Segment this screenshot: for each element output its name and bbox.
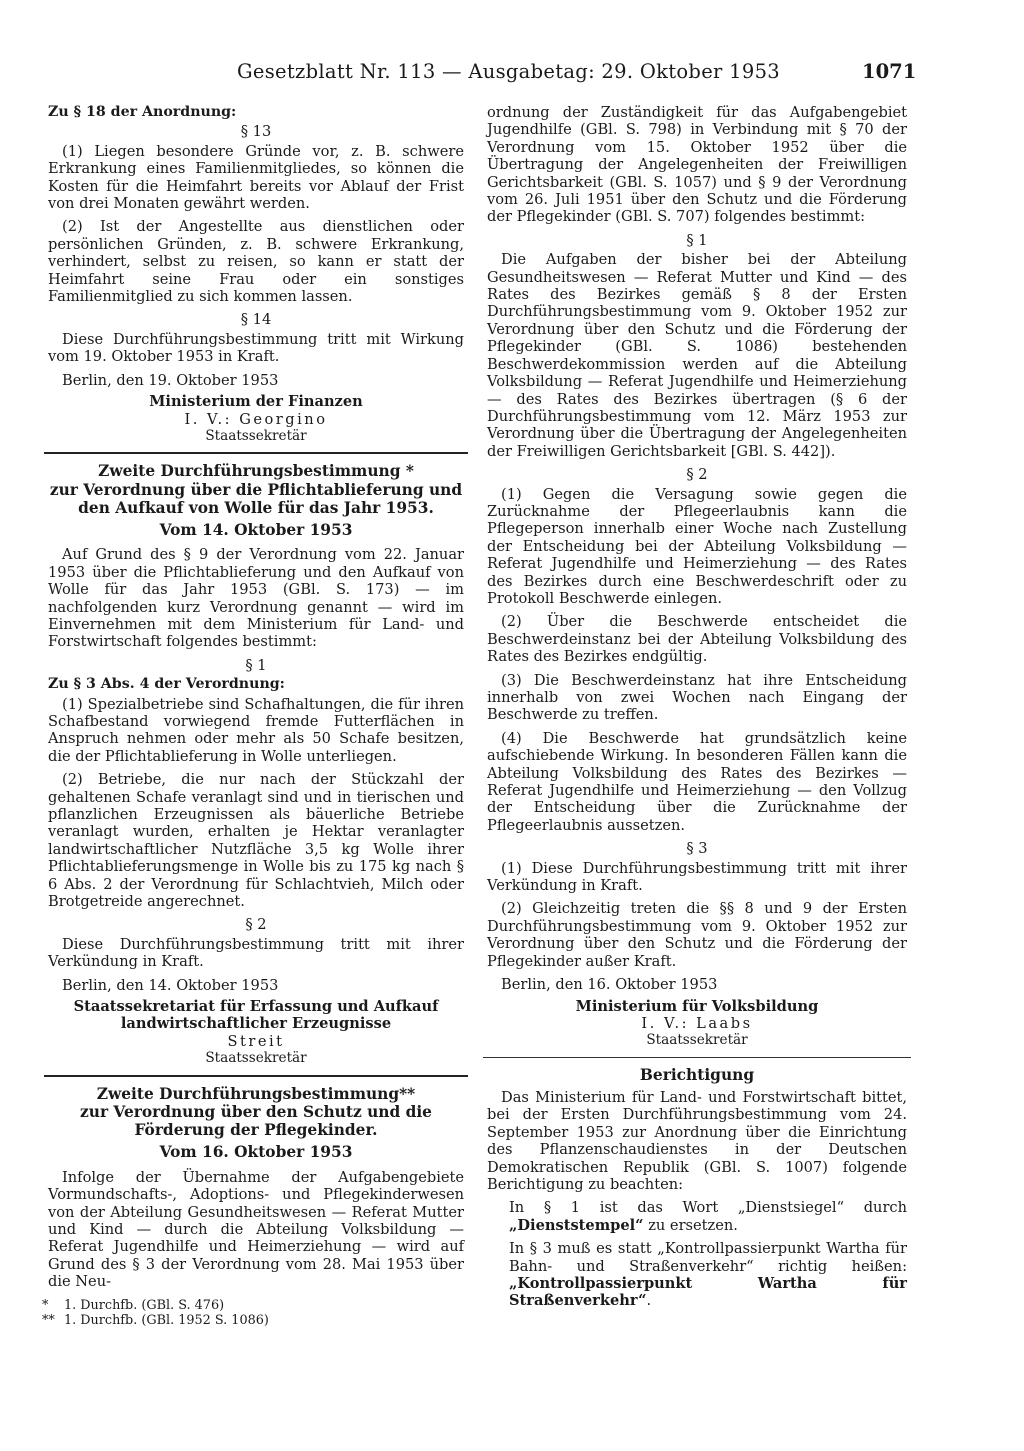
left-column: [48, 104, 464, 1297]
wolle-section-1-ref: Zu § 3 Abs. 4 der Verordnung:: [48, 676, 285, 693]
section-divider: [44, 1075, 468, 1077]
berichtigung-item-1-post: zu ersetzen.: [643, 1216, 738, 1234]
berichtigung-item-1-bold: „Dienststempel“: [509, 1216, 644, 1234]
footnote-2-mark: **: [42, 1313, 55, 1328]
pflege-section-2-number: § 2: [686, 466, 708, 484]
pflege-section-1-number: § 1: [686, 231, 708, 249]
wolle-date-heading: Vom 14. Oktober 1953: [159, 520, 353, 539]
berichtigung-item-1: [487, 1199, 907, 1234]
pflege-intro-continued: ordnung der Zuständigkeit für das Aufgabengebiet Jugendhilfe (GBl. S. 798) in Verbindung mit § 70 der Verordnung vom 15. Oktober 1952 über die Übertragung der Angelegenheiten der Freiwilligen Gerichtsbarkeit (GBl. S. 1057) und § 9 der Verordnung vom 26. Juli 1951 über den Schutz und die Förderung der Pflegekinder (GBl. S. 707) folgendes bestimmt:: [487, 104, 907, 226]
right-column: [487, 104, 907, 1316]
signature-office-erfassung: Staatssekretariat für Erfassung und Aufkauf landwirtschaftlicher Erzeugnisse: [73, 998, 439, 1033]
pflege-section-3-clause-2: (2) Gleichzeitig treten die §§ 8 und 9 der Ersten Durchführungsbestimmung vom 9. Oktober 1952 zur Verordnung über den Schutz und die Förderung der Pflegekinder außer Kraft.: [487, 900, 907, 970]
berichtigung-title: Berichtigung: [639, 1065, 755, 1084]
pflege-title-line-2: zur Verordnung über den Schutz und die Förderung der Pflegekinder.: [80, 1102, 432, 1140]
wolle-section-1-clause-2: (2) Betriebe, die nur nach der Stückzahl der gehaltenen Schafe veranlagt sind und in tierischen und pflanzlichen Erzeugnissen als bäuerliche Betriebe veranlagt wurden, erhalten je Hektar veranlagter landwirtschaftlicher Nutzfläche 3,5 kg Wolle ihrer Pflichtablieferungsmenge in Wolle bis zu 175 kg nach § 6 Abs. 2 der Verordnung für Schlachtvieh, Milch oder Brotgetreide angerechnet.: [48, 771, 464, 911]
berichtigung-item-2: [487, 1240, 907, 1310]
footnote-1: [42, 1298, 462, 1313]
pflege-section-3-clause-1: (1) Diese Durchführungsbestimmung tritt mit ihrer Verkündung in Kraft.: [487, 859, 907, 895]
footnote-2-text: 1. Durchfb. (GBl. 1952 S. 1086): [64, 1313, 269, 1328]
berichtigung-item-2-pre: In § 3 muß es statt „Kontrollpassierpunkt Wartha für Bahn- und Straßenverkehr“ richtig heißen:: [509, 1240, 907, 1275]
pflege-intro: Infolge der Übernahme der Aufgabengebiete Vormundschafts-, Adoptions- und Pflegekinderwesen von der Abteilung Gesundheitswesen — Referat Mutter und Kind — durch die Abteilung Volksbildung — Referat Jugendhilfe und Heimerziehung — wird auf Grund des § 3 der Verordnung vom 28. Mai 1953 über die Neu-: [48, 1168, 464, 1291]
pflege-section-3-number: § 3: [686, 840, 708, 858]
footnote-2: [42, 1313, 462, 1328]
wolle-section-2-number: § 2: [245, 916, 267, 934]
wolle-section-1-clause-1: (1) Spezialbetriebe sind Schafhaltungen, die für ihren Schafbestand vorwiegend fremde Futterflächen in Anspruch nehmen oder mehr als 50 Schafe besitzen, die der Pflichtablieferung in Wolle unterliegen.: [48, 695, 464, 765]
signature-role-2: Staatssekretär: [205, 1050, 307, 1067]
berichtigung-item-1-pre: In § 1 ist das Wort „Dienstsiegel“ durch: [509, 1199, 907, 1217]
pflege-title: [48, 1085, 464, 1140]
date-line-1: Berlin, den 19. Oktober 1953: [62, 371, 279, 389]
wolle-intro: Auf Grund des § 9 der Verordnung vom 22. Januar 1953 über die Pflichtablieferung und den Aufkauf von Wolle für das Jahr 1953 (GBl. S. 173) — im nachfolgenden kurz Verordnung genannt — wird im Einvernehmen mit dem Ministerium für Land- und Forstwirtschaft folgendes bestimmt:: [48, 546, 464, 651]
pflege-section-1-text: Die Aufgaben der bisher bei der Abteilung Gesundheitswesen — Referat Mutter und Kind — des Rates des Bezirkes gemäß § 8 der Ersten Durchführungsbestimmung vom 9. Oktober 1952 zur Verordnung über den Schutz und die Förderung der Pflegekinder (GBl. S. 1086) bestehenden Beschwerdekommission werden auf die Abteilung Volksbildung — Referat Jugendhilfe und Heimerziehung — des Rates des Bezirkes übertragen (§ 6 der Durchführungsbestimmung vom 12. März 1953 zur Verordnung über die Übertragung der Angelegenheiten der Freiwilligen Gerichtsbarkeit [GBl. S. 442]).: [487, 251, 907, 460]
pflege-section-2-clause-2: (2) Über die Beschwerde entscheidet die Beschwerdeinstanz bei der Abteilung Volksbildung des Rates des Bezirkes endgültig.: [487, 613, 907, 666]
wolle-title-line-1: Zweite Durchführungsbestimmung *: [98, 462, 414, 481]
footnotes: [42, 1298, 462, 1328]
pflege-title-line-1: Zweite Durchführungsbestimmung**: [96, 1084, 416, 1103]
berichtigung-item-2-post: .: [646, 1292, 652, 1310]
pflege-section-2-clause-4: (4) Die Beschwerde hat grundsätzlich keine aufschiebende Wirkung. In besonderen Fällen kann die Abteilung Volksbildung des Rates des Bezirkes — Referat Jugendhilfe und Heimerziehung — den Vollzug der Entscheidung über die Zurücknahme der Pflegeerlaubnis aussetzen.: [487, 729, 907, 834]
section-14-number: § 14: [240, 311, 272, 329]
signature-role-3: Staatssekretär: [646, 1032, 748, 1049]
section-13-clause-2: (2) Ist der Angestellte aus dienstlichen oder persönlichen Gründen, z. B. schwere Erkrankung, verhindert, selbst zu reisen, so kann er statt der Heimfahrt seine Frau oder ein sonstiges Familienmitglied zu sich kommen lassen.: [48, 218, 464, 306]
section-13-number: § 13: [240, 123, 272, 141]
section-14-text: Diese Durchführungsbestimmung tritt mit Wirkung vom 19. Oktober 1953 in Kraft.: [48, 330, 464, 366]
wolle-section-2-text: Diese Durchführungsbestimmung tritt mit ihrer Verkündung in Kraft.: [48, 935, 464, 971]
wolle-title-line-2: zur Verordnung über die Pflichtablieferung und den Aufkauf von Wolle für das Jahr 1953.: [49, 480, 463, 517]
berichtigung-intro: Das Ministerium für Land- und Forstwirtschaft bittet, bei der Ersten Durchführungsbestimmung vom 24. September 1953 zur Anordnung über die Einrichtung des Pflanzenschaudienstes in der Deutschen Demokratischen Republik (GBl. S. 1007) folgende Berichtigung zu beachten:: [487, 1088, 907, 1193]
wolle-title: [48, 462, 464, 517]
pflege-section-2-clause-1: (1) Gegen die Versagung sowie gegen die Zurücknahme der Pflegeerlaubnis kann die Pflegeperson innerhalb einer Woche nach Zustellung der Entscheidung bei der Abteilung Volksbildung — Referat Jugendhilfe und Heimerziehung — des Rates des Bezirkes durch eine Beschwerdeschrift oder zu Protokoll Beschwerde einlegen.: [487, 485, 907, 607]
signature-ministry-finance: Ministerium der Finanzen: [149, 393, 363, 411]
signature-ministry-volksbildung: Ministerium für Volksbildung: [575, 997, 819, 1015]
section-13-clause-1: (1) Liegen besondere Gründe vor, z. B. schwere Erkrankung eines Familienmitgliedes, so können die Kosten für die Heimfahrt bereits vor Ablauf der Frist von drei Monaten gewährt werden.: [48, 142, 464, 213]
date-line-3: Berlin, den 16. Oktober 1953: [501, 976, 718, 994]
footnote-1-mark: *: [42, 1298, 49, 1313]
signature-role-1: Staatssekretär: [205, 427, 307, 444]
header-title: Gesetzblatt Nr. 113 — Ausgabetag: 29. Oktober 1953: [237, 60, 780, 83]
signature-person-3: I. V.: Laabs: [641, 1014, 753, 1032]
footnote-1-text: 1. Durchfb. (GBl. S. 476): [64, 1298, 225, 1313]
section-divider: [44, 452, 468, 454]
signature-person-1: I. V.: Georgino: [184, 410, 328, 428]
wolle-section-1-number: § 1: [245, 656, 267, 674]
date-line-2: Berlin, den 14. Oktober 1953: [62, 976, 279, 994]
berichtigung-item-2-bold: „Kontrollpassierpunkt Wartha für Straßenverkehr“: [509, 1274, 907, 1310]
ref-paragraph-18: Zu § 18 der Anordnung:: [48, 104, 237, 120]
pflege-date-heading: Vom 16. Oktober 1953: [159, 1143, 353, 1162]
page-number: 1071: [862, 60, 917, 83]
page-header: [0, 60, 1024, 90]
signature-person-2: Streit: [227, 1032, 285, 1050]
section-divider: [483, 1057, 911, 1058]
pflege-section-2-clause-3: (3) Die Beschwerdeinstanz hat ihre Entscheidung innerhalb von zwei Wochen nach Eingang der Beschwerde zu treffen.: [487, 671, 907, 724]
